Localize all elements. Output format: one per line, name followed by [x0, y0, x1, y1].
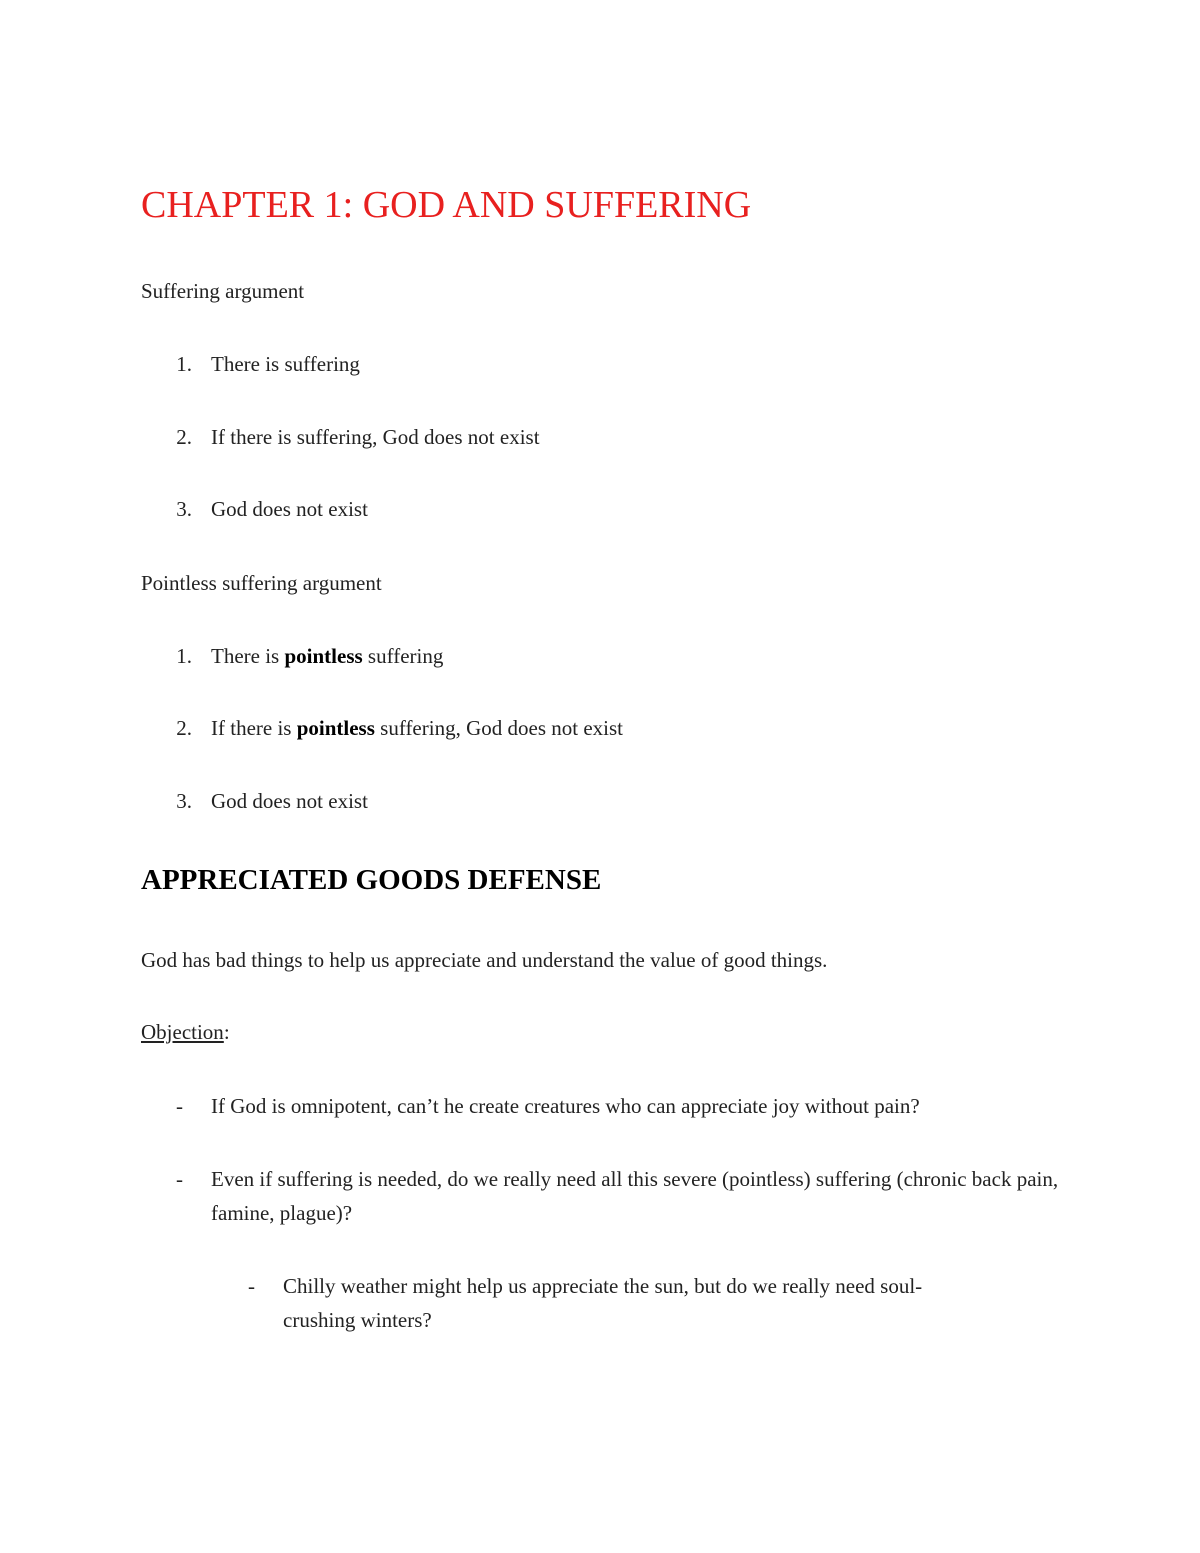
list-item: God does not exist — [211, 789, 368, 813]
defense-heading: APPRECIATED GOODS DEFENSE — [141, 864, 602, 896]
list-number: 2. — [176, 716, 192, 740]
list-item: God does not exist — [211, 497, 368, 521]
chapter-title: CHAPTER 1: GOD AND SUFFERING — [141, 184, 752, 226]
objection-sub-bullet: Chilly weather might help us appreciate the sun, but do we really need soul-crushing winters? — [283, 1274, 923, 1332]
objection-bullet: If God is omnipotent, can’t he create creatures who can appreciate joy without pain? — [211, 1094, 920, 1118]
suffering-argument-heading: Suffering argument — [141, 279, 305, 303]
list-item-emphasis: pointless — [284, 644, 363, 668]
list-number: 3. — [176, 789, 192, 813]
list-item — [211, 639, 443, 673]
objection-bullet: Even if suffering is needed, do we really need all this severe (pointless) suffering (chronic back pain, famine, plague)? — [211, 1167, 1059, 1225]
bullet-dash: - — [248, 1274, 255, 1298]
list-item: If there is suffering, God does not exist — [211, 425, 540, 449]
list-number: 3. — [176, 497, 192, 521]
list-item-pre: There is — [211, 644, 285, 668]
list-item — [211, 711, 623, 745]
list-number: 1. — [176, 644, 192, 668]
list-number: 1. — [176, 352, 192, 376]
list-item-emphasis: pointless — [296, 716, 375, 740]
objection-colon: : — [223, 1020, 230, 1044]
defense-description: God has bad things to help us appreciate and understand the value of good things. — [141, 948, 828, 972]
pointless-argument-heading: Pointless suffering argument — [141, 571, 382, 595]
list-number: 2. — [176, 425, 192, 449]
list-item-post: suffering — [362, 644, 444, 668]
list-item: There is suffering — [211, 352, 360, 376]
list-item-pre: If there is — [211, 716, 297, 740]
list-item-post: suffering, God does not exist — [374, 716, 623, 740]
bullet-dash: - — [176, 1167, 183, 1191]
bullet-dash: - — [176, 1094, 183, 1118]
objection-label-line — [141, 1015, 230, 1049]
objection-label: Objection — [141, 1020, 224, 1044]
